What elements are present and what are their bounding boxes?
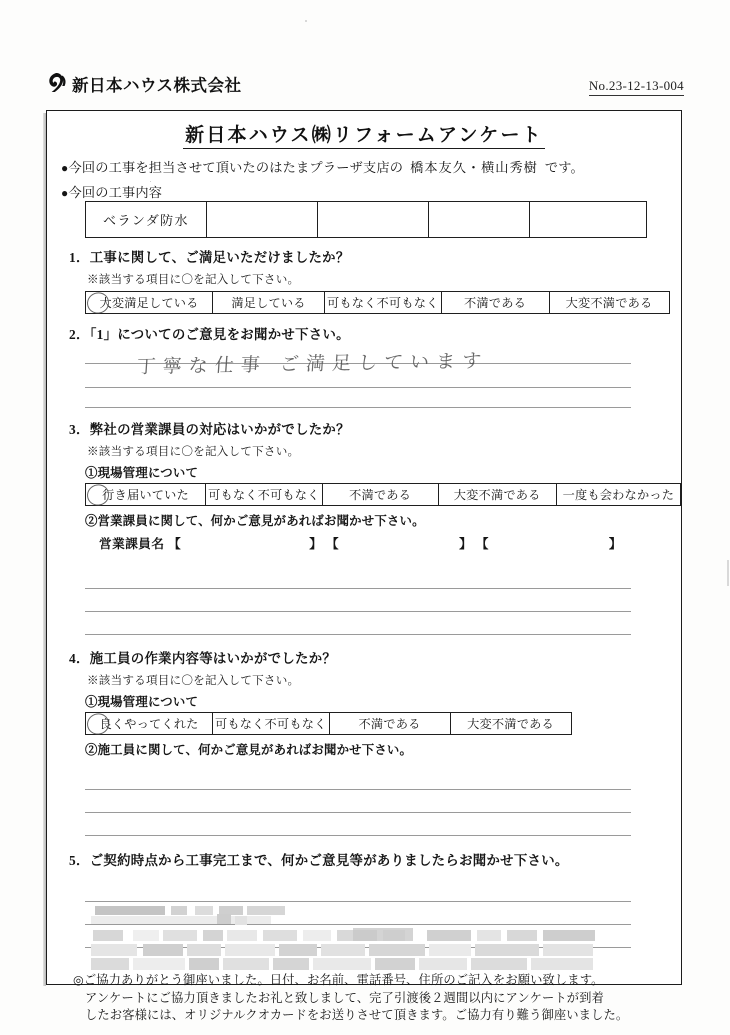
table-row bbox=[86, 484, 681, 506]
writing-line bbox=[85, 589, 631, 612]
question-3-sublabel-1: ①現場管理について bbox=[85, 466, 199, 480]
option-q4-2[interactable]: 不満である bbox=[329, 713, 450, 735]
question-2-answer-area[interactable] bbox=[85, 343, 631, 407]
question-3-heading bbox=[69, 419, 681, 438]
work-cell-1[interactable] bbox=[207, 202, 318, 238]
intro-text-after: です。 bbox=[544, 160, 584, 175]
footer-line-2: アンケートにご協力頂きましたお礼と致しまして、完了引渡後２週間以内にアンケートが到着 bbox=[85, 990, 604, 1005]
question-3-sublabel-2: ②営業課員に関して、何かご意見があればお聞かせ下さい。 bbox=[85, 514, 425, 528]
footer-line-3: したお客様には、オリジナルクオカードをお送りさせて頂きます。ご協力有り難う御座いました。 bbox=[85, 1008, 629, 1022]
question-1-options-table bbox=[85, 291, 670, 314]
option-q3-4[interactable]: 一度も会わなかった bbox=[556, 484, 680, 506]
table-row bbox=[86, 292, 670, 314]
table-row bbox=[86, 202, 647, 238]
work-content-label: 今回の工事内容 bbox=[68, 185, 163, 200]
question-2-number: 2． bbox=[69, 327, 90, 342]
company-name: 新日本ハウス株式会社 bbox=[72, 76, 242, 95]
question-3-staff-name-row bbox=[99, 533, 681, 552]
writing-line bbox=[85, 790, 631, 813]
question-4-number: 4． bbox=[69, 651, 90, 666]
question-5-text: ご契約時点から工事完工まで、何かご意見等がありましたらお聞かせ下さい。 bbox=[89, 853, 569, 868]
question-4-comment-lines[interactable] bbox=[85, 767, 681, 836]
question-4-note: ※該当する項目に〇を記入して下さい。 bbox=[87, 674, 300, 687]
question-1-heading bbox=[69, 247, 681, 266]
question-3-text: 弊社の営業課員の対応はいかがでしたか？ bbox=[89, 422, 350, 437]
work-cell-3[interactable] bbox=[429, 202, 530, 238]
question-2-handwritten-answer: 丁寧な仕事 ご満足しています bbox=[135, 349, 489, 379]
intro-line bbox=[61, 157, 681, 176]
option-q1-1[interactable]: 満足している bbox=[213, 292, 325, 314]
bracket-open-icon: 【 bbox=[325, 537, 340, 551]
scan-speckle bbox=[305, 20, 307, 22]
option-q3-3[interactable]: 大変不満である bbox=[438, 484, 556, 506]
bullet-icon: ● bbox=[61, 161, 69, 175]
work-cell-2[interactable] bbox=[318, 202, 429, 238]
question-1-text: 工事に関して、ご満足いただけましたか？ bbox=[89, 250, 350, 265]
bullet-icon: ● bbox=[61, 186, 69, 200]
option-q1-2[interactable]: 可もなく不可もなく bbox=[325, 292, 442, 314]
question-3-comment-lines[interactable] bbox=[85, 566, 681, 635]
work-content-table bbox=[85, 201, 647, 238]
writing-line bbox=[85, 407, 631, 408]
scan-speckle bbox=[150, 181, 151, 182]
question-3-number: 3． bbox=[69, 422, 90, 437]
survey-sheet bbox=[46, 110, 682, 1022]
work-content-label-line bbox=[61, 182, 681, 201]
document-header bbox=[46, 72, 684, 106]
question-4-text: 施工員の作業内容等はいかがでしたか？ bbox=[89, 651, 337, 666]
question-5-number: 5． bbox=[69, 853, 90, 868]
company-logo-icon bbox=[46, 72, 68, 96]
bracket-close-icon: 】 bbox=[309, 537, 323, 551]
question-3-note: ※該当する項目に〇を記入して下さい。 bbox=[87, 445, 300, 458]
option-q3-1[interactable]: 可もなく不可もなく bbox=[206, 484, 323, 506]
option-q3-2[interactable]: 不満である bbox=[322, 484, 438, 506]
bracket-close-icon: 】 bbox=[459, 537, 473, 551]
option-q1-0[interactable]: 大変満足している bbox=[86, 292, 213, 314]
document-number: No.23-12-13-004 bbox=[589, 78, 684, 96]
staff-field-label: 営業課員名 bbox=[99, 537, 165, 551]
writing-line bbox=[85, 612, 631, 635]
intro-text-before: 今回の工事を担当させて頂いたのはたまプラーザ支店の bbox=[68, 160, 404, 175]
option-q4-0[interactable]: 良くやってくれた bbox=[86, 713, 213, 735]
option-q1-3[interactable]: 不満である bbox=[441, 292, 549, 314]
option-q4-1[interactable]: 可もなく不可もなく bbox=[213, 713, 330, 735]
work-cell-4[interactable] bbox=[530, 202, 647, 238]
writing-line bbox=[85, 566, 631, 589]
writing-line bbox=[85, 879, 631, 902]
option-q1-4[interactable]: 大変不満である bbox=[549, 292, 669, 314]
question-4-heading bbox=[69, 648, 681, 667]
option-q4-3[interactable]: 大変不満である bbox=[450, 713, 571, 735]
writing-line bbox=[85, 813, 631, 836]
scan-speckle bbox=[727, 560, 729, 586]
question-4-sublabel-1: ①現場管理について bbox=[85, 695, 199, 709]
bracket-open-icon: 【 bbox=[168, 537, 182, 551]
question-2-text: 「1」についてのご意見をお聞かせ下さい。 bbox=[89, 327, 350, 342]
table-row bbox=[86, 713, 572, 735]
question-2-heading bbox=[69, 324, 681, 343]
question-1-number: 1． bbox=[69, 250, 90, 265]
bracket-open-icon: 【 bbox=[475, 537, 489, 551]
question-4-options-table bbox=[85, 712, 572, 735]
redacted-personal-info bbox=[67, 902, 667, 982]
question-4-sublabel-2: ②施工員に関して、何かご意見があればお聞かせ下さい。 bbox=[85, 743, 413, 757]
footer-line-1: ◎ご協力ありがとう御座いました。日付、お名前、電話番号、住所のご記入をお願い致します。 bbox=[73, 973, 604, 987]
staff-names: 橋本友久・横山秀樹 bbox=[410, 160, 538, 175]
question-3-options-table bbox=[85, 483, 681, 506]
bracket-close-icon: 】 bbox=[608, 537, 622, 551]
option-q3-0[interactable]: 行き届いていた bbox=[86, 484, 206, 506]
question-5-heading bbox=[69, 850, 681, 869]
page-title: 新日本ハウス㈱リフォームアンケート bbox=[47, 120, 681, 147]
work-cell-0[interactable]: ベランダ防水 bbox=[86, 202, 207, 238]
question-1-note: ※該当する項目に〇を記入して下さい。 bbox=[87, 273, 300, 286]
writing-line bbox=[85, 767, 631, 790]
writing-line bbox=[85, 387, 631, 388]
